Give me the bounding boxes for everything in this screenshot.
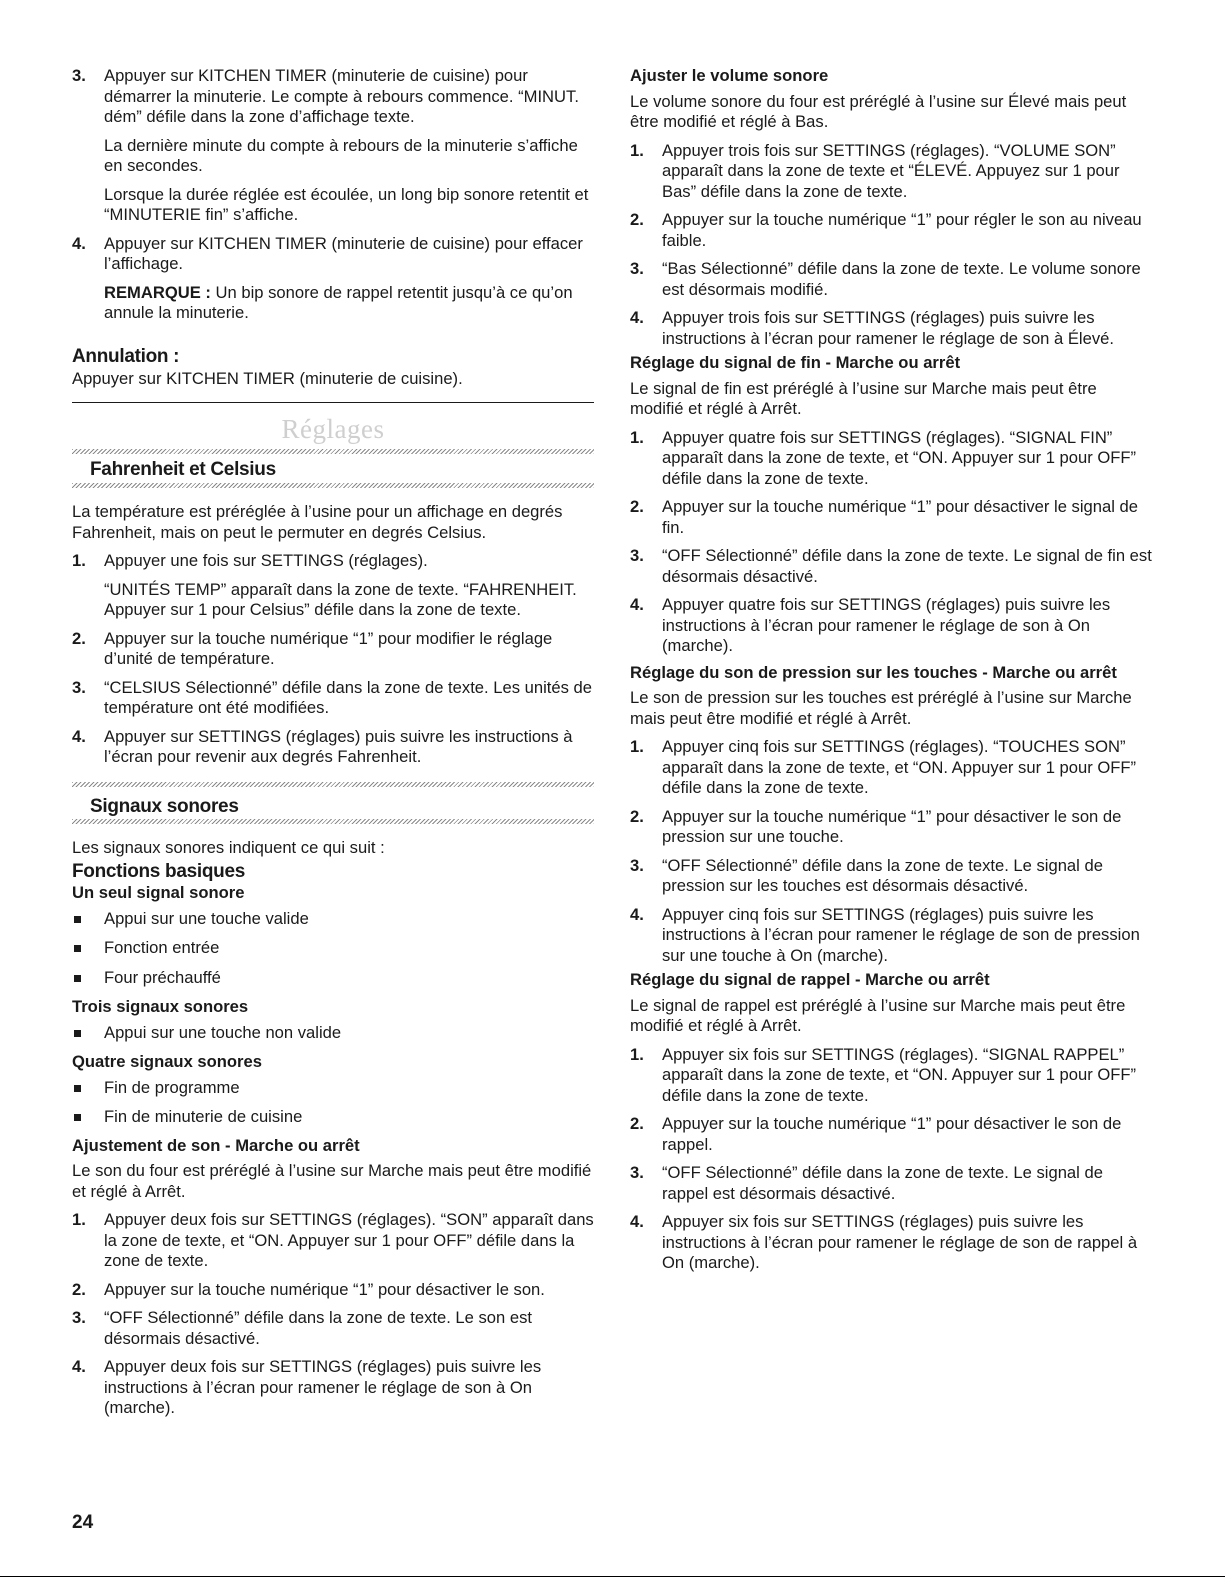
bullet-square-icon — [74, 975, 81, 982]
step-number: 2. — [630, 1114, 644, 1133]
rappel-step — [630, 1114, 1152, 1155]
step-number: 4. — [630, 308, 644, 327]
note — [104, 283, 594, 324]
bullet-square-icon — [74, 945, 81, 952]
ajustement-intro: Le son du four est préréglé à l’usine sur Marche mais peut être modifié et réglé à Arrêt. — [72, 1161, 592, 1201]
step-text: Appuyer sur la touche numérique “1” pour désactiver le signal de fin. — [662, 497, 1138, 537]
signal-fin-step — [630, 497, 1152, 538]
step-text: Appuyer deux fois sur SETTINGS (réglages). “SON” apparaît dans la zone de texte, et “ON. Appuyer sur 1 pour OFF” défile dans la zone de texte. — [104, 1210, 594, 1270]
step-subtext: Lorsque la durée réglée est écoulée, un long bip sonore retentit et “MINUTERIE fin” s’affiche. — [104, 184, 589, 224]
step-subtext: La dernière minute du compte à rebours de la minuterie s’affiche en secondes. — [104, 135, 578, 175]
step-number: 1. — [72, 551, 86, 570]
right-column — [630, 66, 1152, 1274]
annulation-text: Appuyer sur KITCHEN TIMER (minuterie de cuisine). — [72, 368, 463, 388]
step-number: 4. — [72, 726, 86, 746]
signal-fin-step — [630, 546, 1152, 587]
step-number: 4. — [630, 595, 644, 614]
step-number: 4. — [630, 904, 644, 924]
step-text: “OFF Sélectionné” défile dans la zone de texte. Le signal de pression sur les touches est désormais désactivé. — [662, 855, 1103, 895]
page-bottom-rule — [0, 1576, 1225, 1577]
step-text: Appuyer trois fois sur SETTINGS (réglages) puis suivre les instructions à l’écran pour ramener le réglage de son à Élevé. — [662, 308, 1114, 348]
note-label: REMARQUE : — [104, 282, 211, 302]
step-number: 1. — [630, 140, 644, 160]
step-number: 4. — [630, 1212, 644, 1231]
fahrenheit-step — [72, 551, 594, 621]
volume-step — [630, 210, 1152, 251]
volume-step — [630, 259, 1152, 300]
ajustement-step — [72, 1308, 594, 1349]
bullet-square-icon — [74, 916, 81, 923]
step-text: Appuyer sur la touche numérique “1” pour désactiver le son de rappel. — [662, 1114, 1122, 1154]
volume-step — [630, 141, 1152, 203]
ajustement-step — [72, 1357, 594, 1419]
step-number: 3. — [630, 546, 644, 565]
signal-fin-step — [630, 428, 1152, 490]
ajustement-heading: Ajustement de son - Marche ou arrêt — [72, 1135, 360, 1155]
touches-step — [630, 856, 1152, 897]
step-number: 1. — [630, 1044, 644, 1064]
rappel-step — [630, 1045, 1152, 1107]
step-text: Appuyer six fois sur SETTINGS (réglages) puis suivre les instructions à l’écran pour ramener le réglage de son de rappel à On (marche). — [662, 1212, 1138, 1272]
step-text: “OFF Sélectionné” défile dans la zone de texte. Le son est désormais désactivé. — [104, 1308, 532, 1348]
step-number: 1. — [72, 1210, 86, 1229]
step-text: “CELSIUS Sélectionné” défile dans la zone de texte. Les unités de température ont été modifiées. — [104, 677, 592, 717]
step-text: Appuyer cinq fois sur SETTINGS (réglages). “TOUCHES SON” apparaît dans la zone de texte, et “ON. Appuyer sur 1 pour OFF” défile dans la zone de texte. — [662, 737, 1137, 797]
step-subtext: “UNITÉS TEMP” apparaît dans la zone de texte. “FAHRENHEIT. Appuyer sur 1 pour Celsius” défile dans la zone de texte. — [104, 579, 577, 619]
annulation-heading: Annulation : — [72, 345, 180, 367]
step-number: 2. — [72, 1279, 86, 1299]
group-title: Trois signaux sonores — [72, 997, 249, 1016]
signal-fin-intro: Le signal de fin est préréglé à l’usine sur Marche mais peut être modifié et réglé à Arrêt. — [630, 378, 1097, 418]
bullet-square-icon — [74, 1030, 81, 1037]
step-number: 1. — [630, 737, 644, 756]
volume-step — [630, 308, 1152, 349]
group-title: Un seul signal sonore — [72, 883, 245, 902]
bullet-item: Fonction entrée — [72, 938, 594, 959]
fahrenheit-step — [72, 678, 594, 719]
rappel-heading: Réglage du signal de rappel - Marche ou arrêt — [630, 970, 990, 989]
group-title: Quatre signaux sonores — [72, 1052, 262, 1071]
step-number: 3. — [630, 1163, 644, 1182]
step-text: Appuyer sur la touche numérique “1” pour régler le son au niveau faible. — [662, 210, 1142, 250]
step-number: 2. — [72, 628, 86, 648]
signaux-heading: Signaux sonores — [90, 795, 239, 817]
step-number: 2. — [630, 806, 644, 826]
step-number: 2. — [630, 497, 644, 516]
rappel-step — [630, 1212, 1152, 1274]
bullet-item: Four préchauffé — [72, 968, 594, 989]
touches-heading: Réglage du son de pression sur les touches - Marche ou arrêt — [630, 662, 1117, 682]
step-text: Appuyer quatre fois sur SETTINGS (réglages) puis suivre les instructions à l’écran pour ramener le réglage de son à On (marche). — [662, 595, 1111, 655]
step-number: 3. — [72, 66, 86, 85]
touches-step — [630, 807, 1152, 848]
bullet-square-icon — [74, 1114, 81, 1121]
step-number: 3. — [72, 1308, 86, 1327]
hatch-divider — [72, 483, 594, 488]
step-text: Appuyer quatre fois sur SETTINGS (réglages). “SIGNAL FIN” apparaît dans la zone de texte, et “ON. Appuyer sur 1 pour OFF” défile dans la zone de texte. — [662, 427, 1137, 488]
section-title: Réglages — [281, 414, 385, 444]
fonctions-heading: Fonctions basiques — [72, 861, 246, 882]
fahrenheit-step — [72, 727, 594, 768]
rappel-intro: Le signal de rappel est préréglé à l’usine sur Marche mais peut être modifié et réglé à Arrêt. — [630, 995, 1126, 1035]
step-text: Appuyer sur la touche numérique “1” pour désactiver le son. — [104, 1279, 545, 1299]
ajustement-step — [72, 1280, 594, 1301]
bullet-square-icon — [74, 1085, 81, 1092]
step-text: Appuyer six fois sur SETTINGS (réglages). “SIGNAL RAPPEL” apparaît dans la zone de texte, et “ON. Appuyer sur 1 pour OFF” défile dans la zone de texte. — [662, 1044, 1137, 1105]
bullet-item: Fin de programme — [72, 1078, 594, 1099]
touches-intro: Le son de pression sur les touches est préréglé à l’usine sur Marche mais peut être modifié et réglé à Arrêt. — [630, 688, 1132, 728]
step-number: 3. — [72, 677, 86, 697]
step-text: Appuyer sur la touche numérique “1” pour modifier le réglage d’unité de température. — [104, 628, 553, 668]
touches-step — [630, 905, 1152, 967]
volume-heading: Ajuster le volume sonore — [630, 66, 829, 85]
step-text: Appuyer sur SETTINGS (réglages) puis suivre les instructions à l’écran pour revenir aux degrés Fahrenheit. — [104, 726, 573, 766]
volume-intro: Le volume sonore du four est préréglé à l’usine sur Élevé mais peut être modifié et réglé à Bas. — [630, 91, 1127, 131]
step-number: 2. — [630, 210, 644, 229]
fahrenheit-step — [72, 629, 594, 670]
step-number: 3. — [630, 855, 644, 875]
step-text: Appuyer sur KITCHEN TIMER (minuterie de cuisine) pour démarrer la minuterie. Le compte à rebours commence. “MINUT. dém” défile dans la zone d’affichage texte. — [104, 66, 579, 126]
step-text: “OFF Sélectionné” défile dans la zone de texte. Le signal de fin est désormais désactivé. — [662, 546, 1152, 586]
signaux-intro: Les signaux sonores indiquent ce qui suit : — [72, 837, 385, 857]
step-text: “OFF Sélectionné” défile dans la zone de texte. Le signal de rappel est désormais désactivé. — [662, 1163, 1103, 1203]
section-rule — [72, 402, 594, 403]
hatch-divider — [72, 819, 594, 824]
page-number: 24 — [72, 1512, 94, 1533]
step-text: Appuyer sur KITCHEN TIMER (minuterie de cuisine) pour effacer l’affichage. — [104, 233, 583, 273]
timer-step — [72, 234, 594, 324]
step-text: Appuyer trois fois sur SETTINGS (réglages). “VOLUME SON” apparaît dans la zone de texte et “ÉLEVÉ. Appuyez sur 1 pour Bas” défile dans la zone de texte. — [662, 140, 1120, 201]
step-text: Appuyer sur la touche numérique “1” pour désactiver le son de pression sur une touche. — [662, 806, 1122, 846]
rappel-step — [630, 1163, 1152, 1204]
bullet-item: Fin de minuterie de cuisine — [72, 1107, 594, 1128]
fahrenheit-heading: Fahrenheit et Celsius — [90, 459, 276, 480]
fahrenheit-intro: La température est préréglée à l’usine pour un affichage en degrés Fahrenheit, mais on peut le permuter en degrés Celsius. — [72, 502, 563, 542]
step-number: 4. — [72, 1357, 86, 1376]
signal-fin-step — [630, 595, 1152, 657]
hatch-divider — [72, 782, 594, 787]
step-number: 4. — [72, 233, 86, 253]
step-text: Appuyer deux fois sur SETTINGS (réglages) puis suivre les instructions à l’écran pour ramener le réglage de son à On (marche). — [104, 1357, 542, 1417]
timer-step — [72, 66, 594, 226]
step-text: Appuyer cinq fois sur SETTINGS (réglages) puis suivre les instructions à l’écran pour ramener le réglage de son de pression sur une touche à On (marche). — [662, 904, 1140, 965]
step-number: 1. — [630, 427, 644, 447]
step-text: “Bas Sélectionné” défile dans la zone de texte. Le volume sonore est désormais modifié. — [662, 259, 1141, 299]
step-text: Appuyer une fois sur SETTINGS (réglages). — [104, 551, 428, 570]
hatch-divider — [72, 449, 594, 454]
ajustement-step — [72, 1210, 594, 1272]
bullet-item: Appui sur une touche valide — [72, 909, 594, 930]
bullet-item: Appui sur une touche non valide — [72, 1023, 594, 1044]
step-number: 3. — [630, 259, 644, 278]
left-column — [72, 66, 594, 1419]
touches-step — [630, 737, 1152, 799]
signal-fin-heading: Réglage du signal de fin - Marche ou arrêt — [630, 353, 961, 372]
note-text: Un bip sonore de rappel retentit jusqu’à ce qu’on annule la minuterie. — [104, 282, 573, 322]
